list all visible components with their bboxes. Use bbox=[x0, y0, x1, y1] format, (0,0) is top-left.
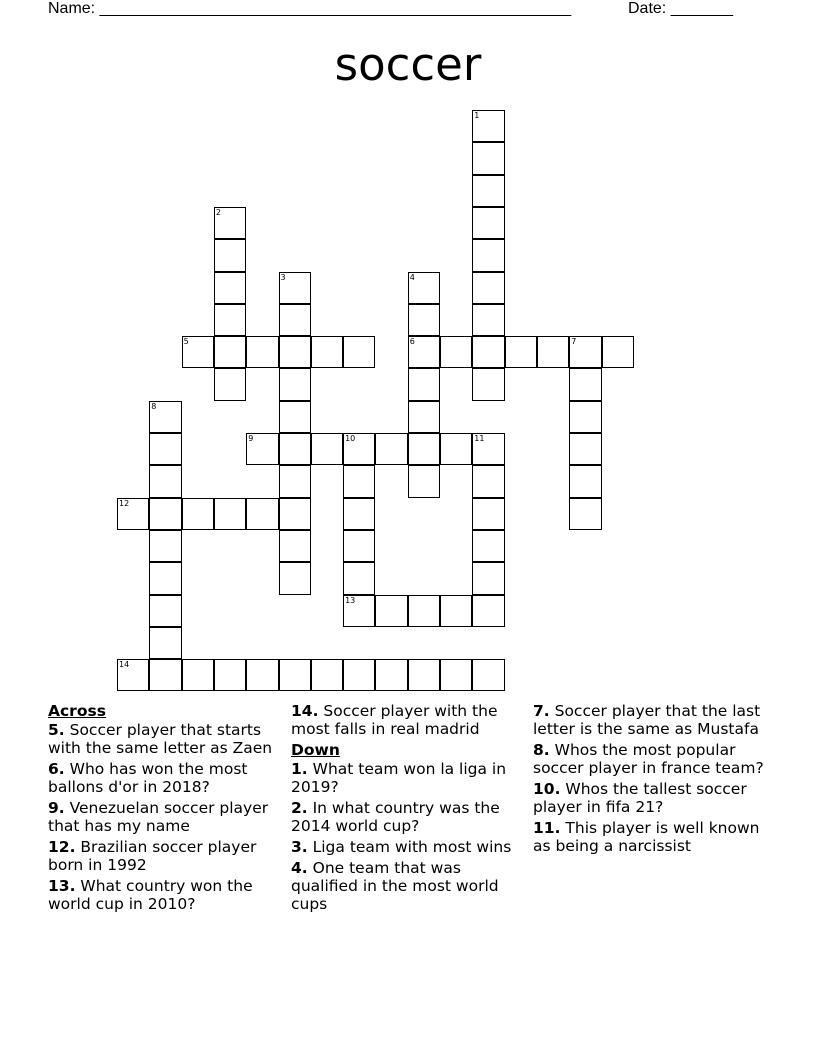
clue-number: 5. bbox=[48, 721, 65, 739]
clue-number: 1. bbox=[291, 760, 308, 778]
clue-text: What country won the world cup in 2010? bbox=[48, 877, 253, 913]
grid-cell[interactable] bbox=[472, 530, 504, 562]
across-heading: Across bbox=[48, 702, 106, 720]
date-label: Date: bbox=[628, 0, 667, 17]
clue-item bbox=[533, 819, 773, 855]
clues-column-1 bbox=[48, 702, 280, 916]
clue-number: 13. bbox=[48, 877, 76, 895]
clue-number: 7. bbox=[533, 702, 550, 720]
grid-cell[interactable] bbox=[472, 304, 504, 336]
grid-cell[interactable] bbox=[149, 401, 181, 433]
grid-cell[interactable] bbox=[149, 498, 181, 530]
grid-cell[interactable] bbox=[246, 659, 278, 691]
grid-cell[interactable] bbox=[472, 207, 504, 239]
grid-cell[interactable] bbox=[149, 595, 181, 627]
clue-number: 14. bbox=[291, 702, 319, 720]
grid-cell[interactable] bbox=[214, 498, 246, 530]
grid-cell[interactable] bbox=[214, 336, 246, 368]
clue-text: In what country was the 2014 world cup? bbox=[291, 799, 500, 835]
grid-cell[interactable] bbox=[311, 336, 343, 368]
grid-cell[interactable] bbox=[149, 530, 181, 562]
grid-cell[interactable] bbox=[214, 304, 246, 336]
grid-cell[interactable] bbox=[408, 401, 440, 433]
grid-cell[interactable] bbox=[279, 562, 311, 594]
clue-text: This player is well known as being a narcissist bbox=[533, 819, 760, 855]
clue-text: Whos the tallest soccer player in fifa 21? bbox=[533, 780, 747, 816]
grid-cell[interactable] bbox=[214, 368, 246, 400]
grid-cell[interactable] bbox=[246, 433, 278, 465]
grid-cell[interactable] bbox=[182, 498, 214, 530]
grid-cell[interactable] bbox=[472, 465, 504, 497]
clue-number-label: 4 bbox=[409, 272, 415, 282]
name-label: Name: bbox=[48, 0, 96, 17]
grid-cell[interactable] bbox=[343, 433, 375, 465]
grid-cell[interactable] bbox=[117, 659, 149, 691]
clue-item bbox=[48, 877, 280, 913]
grid-cell[interactable] bbox=[246, 336, 278, 368]
grid-cell[interactable] bbox=[343, 498, 375, 530]
grid-cell[interactable] bbox=[343, 562, 375, 594]
grid-cell[interactable] bbox=[537, 336, 569, 368]
clue-number: 6. bbox=[48, 760, 65, 778]
grid-cell[interactable] bbox=[472, 433, 504, 465]
grid-cell[interactable] bbox=[214, 659, 246, 691]
grid-cell[interactable] bbox=[149, 627, 181, 659]
clue-item bbox=[291, 859, 523, 913]
clue-number-label: 12 bbox=[119, 498, 130, 508]
grid-cell[interactable] bbox=[214, 272, 246, 304]
clue-text: Whos the most popular soccer player in france team? bbox=[533, 741, 764, 777]
grid-cell[interactable] bbox=[440, 659, 472, 691]
grid-cell[interactable] bbox=[408, 659, 440, 691]
clue-number: 9. bbox=[48, 799, 65, 817]
grid-cell[interactable] bbox=[375, 659, 407, 691]
grid-cell[interactable] bbox=[149, 659, 181, 691]
clue-number-label: 9 bbox=[248, 434, 254, 443]
grid-cell[interactable] bbox=[408, 272, 440, 304]
clue-number: 12. bbox=[48, 838, 76, 856]
grid-cell[interactable] bbox=[214, 207, 246, 239]
grid-cell[interactable] bbox=[182, 659, 214, 691]
grid-cell[interactable] bbox=[279, 530, 311, 562]
clue-text: Brazilian soccer player born in 1992 bbox=[48, 838, 257, 874]
clue-number-label: 3 bbox=[280, 272, 286, 282]
clue-text: Soccer player with the most falls in real madrid bbox=[291, 702, 498, 738]
clue-item bbox=[48, 760, 280, 796]
grid-cell[interactable] bbox=[343, 595, 375, 627]
clue-text: Who has won the most ballons d'or in 2018? bbox=[48, 760, 248, 796]
grid-cell[interactable] bbox=[408, 336, 440, 368]
grid-cell[interactable] bbox=[279, 465, 311, 497]
grid-cell[interactable] bbox=[279, 304, 311, 336]
grid-cell[interactable] bbox=[472, 272, 504, 304]
grid-cell[interactable] bbox=[472, 659, 504, 691]
down-clue-list-continued bbox=[533, 702, 773, 855]
grid-cell[interactable] bbox=[408, 465, 440, 497]
clue-number: 3. bbox=[291, 838, 308, 856]
grid-cell[interactable] bbox=[375, 595, 407, 627]
grid-cell[interactable] bbox=[472, 175, 504, 207]
grid-cell[interactable] bbox=[246, 498, 278, 530]
page-title: soccer bbox=[334, 38, 482, 91]
grid-cell[interactable] bbox=[472, 336, 504, 368]
name-line: _____________________________________________________ bbox=[99, 0, 572, 17]
clue-item bbox=[291, 838, 523, 856]
clues-column-2 bbox=[291, 702, 523, 916]
grid-cell[interactable] bbox=[440, 595, 472, 627]
clue-text: One team that was qualified in the most world cups bbox=[291, 859, 499, 913]
clue-number-label: 6 bbox=[409, 337, 415, 347]
clue-text: Venezuelan soccer player that has my name bbox=[48, 799, 269, 835]
grid-cell[interactable] bbox=[279, 336, 311, 368]
clue-text: Soccer player that the last letter is the same as Mustafa bbox=[533, 702, 761, 738]
grid-cell[interactable] bbox=[472, 595, 504, 627]
grid-cell[interactable] bbox=[408, 433, 440, 465]
clue-number: 11. bbox=[533, 819, 561, 837]
grid-cell[interactable] bbox=[408, 368, 440, 400]
clue-number-label: 11 bbox=[474, 434, 485, 443]
down-clue-list bbox=[291, 760, 523, 913]
grid-cell[interactable] bbox=[569, 336, 601, 368]
grid-cell[interactable] bbox=[343, 530, 375, 562]
clue-number: 8. bbox=[533, 741, 550, 759]
grid-cell[interactable] bbox=[279, 498, 311, 530]
clue-item bbox=[533, 741, 773, 777]
grid-cell[interactable] bbox=[182, 336, 214, 368]
grid-cell[interactable] bbox=[569, 401, 601, 433]
down-heading: Down bbox=[291, 741, 340, 759]
grid-cell[interactable] bbox=[472, 498, 504, 530]
grid-cell[interactable] bbox=[472, 142, 504, 174]
grid-cell[interactable] bbox=[472, 562, 504, 594]
clue-number-label: 14 bbox=[119, 660, 130, 670]
clue-number: 2. bbox=[291, 799, 308, 817]
grid-cell[interactable] bbox=[279, 401, 311, 433]
clue-number-label: 2 bbox=[215, 207, 221, 217]
grid-cell[interactable] bbox=[343, 465, 375, 497]
grid-cell[interactable] bbox=[472, 110, 504, 142]
clue-number-label: 10 bbox=[345, 434, 356, 443]
grid-cell[interactable] bbox=[505, 336, 537, 368]
clue-item bbox=[533, 780, 773, 816]
across-clue-list bbox=[48, 721, 280, 913]
clue-item bbox=[533, 702, 773, 738]
grid-cell[interactable] bbox=[569, 433, 601, 465]
grid-cell[interactable] bbox=[569, 465, 601, 497]
clue-item bbox=[48, 721, 280, 757]
grid-cell[interactable] bbox=[279, 272, 311, 304]
clue-number: 4. bbox=[291, 859, 308, 877]
clue-text: Liga team with most wins bbox=[307, 838, 512, 856]
grid-cell[interactable] bbox=[472, 239, 504, 271]
clues-column-3 bbox=[533, 702, 773, 858]
clue-number-label: 13 bbox=[345, 595, 356, 605]
clue-number-label: 7 bbox=[571, 337, 577, 347]
grid-cell[interactable] bbox=[149, 433, 181, 465]
grid-cell[interactable] bbox=[311, 659, 343, 691]
grid-cell[interactable] bbox=[279, 433, 311, 465]
across-clue-list-continued bbox=[291, 702, 523, 738]
date-line: _______ bbox=[670, 0, 733, 17]
clue-item bbox=[291, 760, 523, 796]
clue-number-label: 8 bbox=[151, 401, 157, 411]
grid-cell[interactable] bbox=[408, 595, 440, 627]
clue-text: What team won la liga in 2019? bbox=[291, 760, 507, 796]
grid-cell[interactable] bbox=[440, 336, 472, 368]
grid-cell[interactable] bbox=[311, 433, 343, 465]
grid-cell[interactable] bbox=[279, 659, 311, 691]
clue-number-label: 5 bbox=[183, 337, 189, 347]
clue-item bbox=[48, 799, 280, 835]
grid-cell[interactable] bbox=[375, 433, 407, 465]
grid-cell[interactable] bbox=[569, 498, 601, 530]
grid-cell[interactable] bbox=[440, 433, 472, 465]
grid-cell[interactable] bbox=[343, 336, 375, 368]
clue-number: 10. bbox=[533, 780, 561, 798]
grid-cell[interactable] bbox=[149, 562, 181, 594]
grid-cell[interactable] bbox=[279, 368, 311, 400]
clue-number-label: 1 bbox=[474, 111, 480, 120]
grid-cell[interactable] bbox=[602, 336, 634, 368]
grid-cell[interactable] bbox=[343, 659, 375, 691]
clue-text: Soccer player that starts with the same letter as Zaen bbox=[48, 721, 273, 757]
grid-cell[interactable] bbox=[214, 239, 246, 271]
grid-cell[interactable] bbox=[569, 368, 601, 400]
grid-cell[interactable] bbox=[117, 498, 149, 530]
grid-cell[interactable] bbox=[472, 368, 504, 400]
grid-cell[interactable] bbox=[149, 465, 181, 497]
clue-item bbox=[48, 838, 280, 874]
clue-item bbox=[291, 702, 523, 738]
grid-cell[interactable] bbox=[408, 304, 440, 336]
clue-item bbox=[291, 799, 523, 835]
